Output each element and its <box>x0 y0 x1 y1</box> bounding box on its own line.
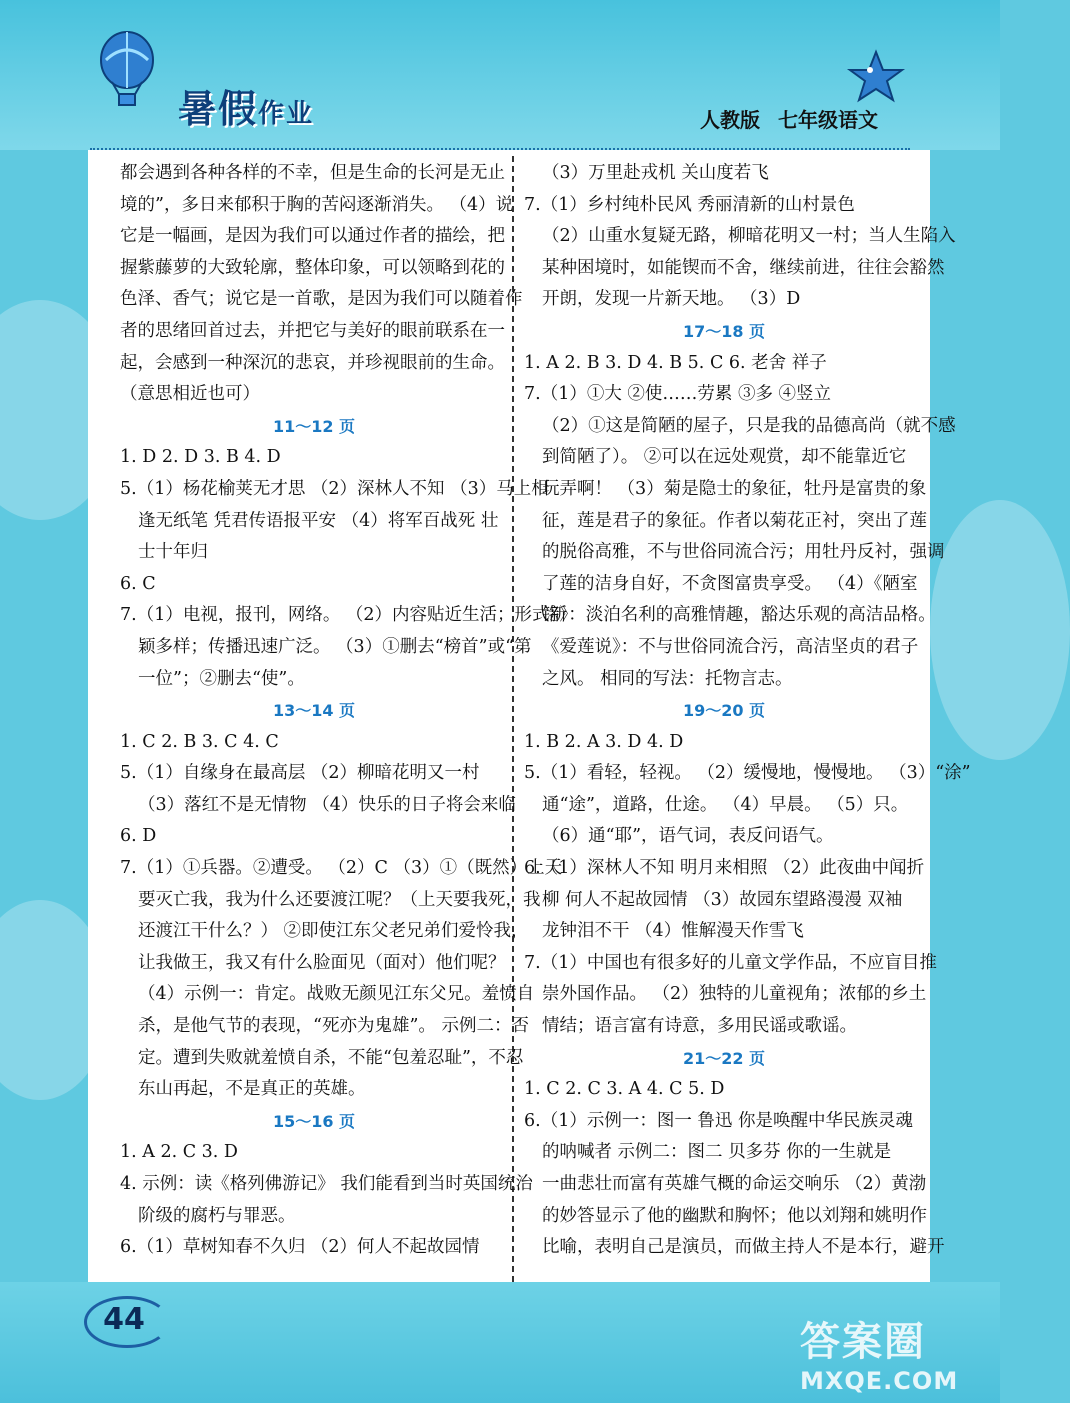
answer-line: 1. C 2. C 3. A 4. C 5. D <box>524 1079 725 1100</box>
answer-line: 龙钟泪不干 （4）惟解漫天作雪飞 <box>542 921 804 942</box>
star-icon <box>846 48 906 104</box>
answer-line: 7.（1）乡村纯朴民风 秀丽清新的山村景色 <box>524 194 855 215</box>
answer-line: 了莲的洁身自好，不贪图富贵享受。 （4）《陋室 <box>542 573 918 594</box>
left-column <box>120 158 568 1264</box>
page-range-heading: 19～20 页 <box>682 701 766 721</box>
answer-line: （2）①这是简陋的屋子，只是我的品德高尚（就不感 <box>542 415 956 436</box>
watermark-url: MXQE.COM <box>800 1367 959 1395</box>
answer-line: 到简陋了）。 ②可以在远处观赏，却不能靠近它 <box>542 447 907 468</box>
answer-line: （3）落红不是无情物 （4）快乐的日子将会来临 <box>138 794 516 815</box>
answer-line: 都会遇到各种各样的不幸，但是生命的长河是无止 <box>120 163 505 183</box>
answer-line: 4. 示例：读《格列佛游记》 我们能看到当时英国统治 <box>120 1174 533 1194</box>
page-range-heading: 21～22 页 <box>682 1048 766 1068</box>
edition-name: 人教版 <box>700 108 760 132</box>
answer-line: 《爱莲说》：不与世俗同流合污，高洁坚贞的君子 <box>542 636 919 657</box>
answer-line: 5.（1）自缘身在最高层 （2）柳暗花明又一村 <box>120 763 480 784</box>
answer-line: 的呐喊者 示例二：图二 贝多芬 你的一生就是 <box>542 1142 892 1163</box>
answer-line: （意思相近也可） <box>120 384 260 405</box>
answer-line: 7.（1）中国也有很多好的儿童文学作品，不应盲目推 <box>524 952 937 973</box>
answer-line: 东山再起，不是真正的英雄。 <box>138 1079 366 1100</box>
answer-line: 7.（1）①兵器。②遭受。 （2）C （3）①（既然）上天 <box>120 858 563 879</box>
answer-line: 一位”；②删去“使”。 <box>138 668 305 689</box>
answer-line: 还渡江干什么？） ②即使江东父老兄弟们爱怜我， <box>138 921 529 942</box>
answer-line: 1. D 2. D 3. B 4. D <box>120 447 281 468</box>
answer-line: 崇外国作品。 （2）独特的儿童视角；浓郁的乡土 <box>542 984 927 1005</box>
answer-line: 让我做王，我又有什么脸面见（面对）他们呢？ <box>138 952 506 973</box>
answer-line: 起，会感到一种深沉的悲哀，并珍视眼前的生命。 <box>120 352 505 373</box>
answer-line: 1. C 2. B 3. C 4. C <box>120 731 279 752</box>
page-range-heading: 17～18 页 <box>682 321 766 341</box>
answer-line: 阶级的腐朽与罪恶。 <box>138 1205 296 1226</box>
answer-line: 6. D <box>120 826 157 847</box>
answer-line: 1. A 2. C 3. D <box>120 1142 238 1163</box>
answer-line: 5.（1）看轻，轻视。 （2）缓慢地，慢慢地。 （3）“涂” <box>524 763 971 784</box>
answer-line: 情结；语言富有诗意，多用民谣或歌谣。 <box>542 1016 857 1037</box>
answer-line: 者的思绪回首过去，并把它与美好的眼前联系在一 <box>120 320 505 341</box>
answer-line: 之风。 相同的写法：托物言志。 <box>542 668 793 689</box>
answer-line: 7.（1）电视，报刊，网络。 （2）内容贴近生活；形式新 <box>120 605 568 626</box>
hot-air-balloon-icon <box>92 30 162 108</box>
page-range-heading: 11～12 页 <box>272 416 356 436</box>
answer-line: 征，莲是君子的象征。作者以菊花正衬，突出了莲 <box>542 510 927 531</box>
answer-line: 5.（1）杨花榆荚无才思 （2）深林人不知 （3）马上相 <box>120 478 549 499</box>
answer-line: 6.（1）示例一：图一 鲁迅 你是唤醒中华民族灵魂 <box>524 1110 913 1131</box>
answer-line: 的脱俗高雅，不与世俗同流合污；用牡丹反衬，强调 <box>542 542 945 563</box>
answer-line: 柳 何人不起故园情 （3）故园东望路漫漫 双袖 <box>542 889 903 910</box>
answer-line: 比喻，表明自己是演员，而做主持人不是本行，避开 <box>542 1237 945 1258</box>
answer-line: 开朗，发现一片新天地。 （3）D <box>542 289 801 310</box>
answer-line: 一曲悲壮而富有英雄气概的命运交响乐 （2）黄渤 <box>542 1174 927 1194</box>
page-range-heading: 13～14 页 <box>272 701 356 721</box>
answer-line: （6）通“耶”，语气词，表反问语气。 <box>542 826 834 847</box>
answer-line: 6.（1）深林人不知 明月来相照 （2）此夜曲中闻折 <box>524 858 925 879</box>
watermark-logo: 答案圈 <box>800 1319 926 1365</box>
answer-line: 它是一幅画，是因为我们可以通过作者的描绘，把 <box>120 226 505 247</box>
answer-line: 士十年归 <box>138 542 208 563</box>
answer-line: 玩弄啊！ （3）菊是隐士的象征，牡丹是富贵的象 <box>542 478 927 499</box>
page-range-heading: 15～16 页 <box>272 1111 356 1131</box>
answer-line: 6. C <box>120 573 156 594</box>
answer-line: 颖多样；传播迅速广泛。 （3）①删去“榜首”或“第 <box>138 636 532 657</box>
column-divider <box>512 156 514 1282</box>
answer-line: 6.（1）草树知春不久归 （2）何人不起故园情 <box>120 1237 480 1258</box>
answer-line: 境的”，多日来郁积于胸的苦闷逐渐消失。 （4）说 <box>120 194 514 215</box>
answer-line: 握紫藤萝的大致轮廓，整体印象，可以领略到花的 <box>120 257 505 278</box>
answer-line: （2）山重水复疑无路，柳暗花明又一村；当人生陷入 <box>542 226 956 247</box>
answer-line: 逢无纸笔 凭君传语报平安 （4）将军百战死 壮 <box>138 510 499 531</box>
right-column <box>524 158 971 1264</box>
answer-line: 某种困境时，如能锲而不舍，继续前进，往往会豁然 <box>542 257 945 278</box>
answer-line: 1. A 2. B 3. D 4. B 5. C 6. 老舍 祥子 <box>524 352 827 373</box>
answer-line: 定。遭到失败就羞愤自杀，不能“包羞忍耻”，不忍 <box>138 1047 524 1068</box>
answer-line: 要灭亡我，我为什么还要渡江呢？（上天要我死，我 <box>138 889 541 910</box>
answer-line: 1. B 2. A 3. D 4. D <box>524 731 684 752</box>
answer-line: 通“途”，道路，仕途。 （4）早晨。 （5）只。 <box>542 794 909 815</box>
watermark <box>800 1310 990 1398</box>
logo-title-small: 作业 <box>258 99 315 129</box>
answer-line: 7.（1）①大 ②使……劳累 ③多 ④竖立 <box>524 384 832 405</box>
answer-line: 色泽、香气；说它是一首歌，是因为我们可以随着作 <box>120 289 523 310</box>
logo-title-big: 暑假 <box>178 87 259 131</box>
logo-title <box>178 78 314 133</box>
edition-label <box>700 104 896 133</box>
answer-line: 铭》：淡泊名利的高雅情趣，豁达乐观的高洁品格。 <box>542 605 936 626</box>
answer-line: （4）示例一：肯定。战败无颜见江东父兄。羞愤自 <box>138 984 535 1005</box>
answer-line: 的妙答显示了他的幽默和胸怀；他以刘翔和姚明作 <box>542 1205 927 1226</box>
answer-line: （3）万里赴戎机 关山度若飞 <box>542 163 769 183</box>
grade-subject: 七年级语文 <box>778 108 878 132</box>
answer-line: 杀，是他气节的表现，“死亦为鬼雄”。 示例二：否 <box>138 1016 529 1037</box>
page-number: 44 <box>103 1302 145 1337</box>
